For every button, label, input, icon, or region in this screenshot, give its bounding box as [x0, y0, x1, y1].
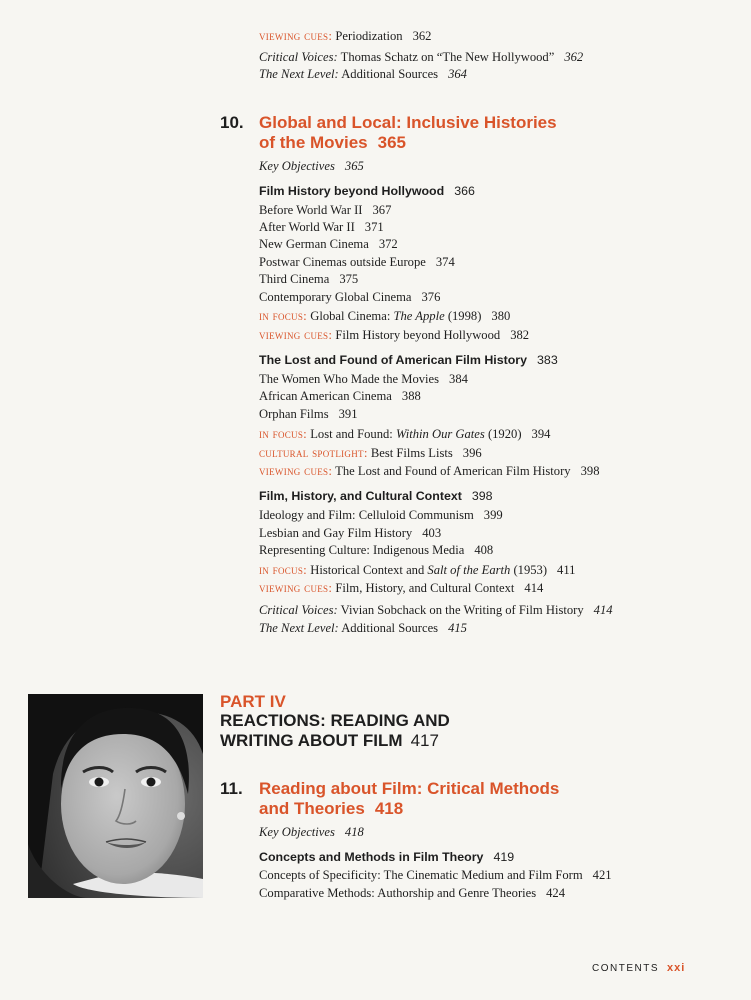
section-heading: Film, History, and Cultural Context 398 — [259, 489, 493, 503]
toc-item: The Women Who Made the Movies 384 — [259, 372, 468, 386]
toc-feature: viewing cues: The Lost and Found of American Film History 398 — [259, 463, 600, 478]
toc-item: New German Cinema 372 — [259, 237, 398, 251]
section-heading: Concepts and Methods in Film Theory 419 — [259, 850, 515, 864]
toc-next-level-415: The Next Level: Additional Sources 415 — [259, 621, 467, 635]
toc-item: Third Cinema 375 — [259, 272, 359, 286]
toc-item: Representing Culture: Indigenous Media 408 — [259, 543, 494, 557]
chapter-11-number: 11. — [220, 779, 243, 798]
page-footer: CONTENTS xxi — [592, 962, 686, 974]
toc-item: Postwar Cinemas outside Europe 374 — [259, 255, 455, 269]
toc-feature: in focus: Lost and Found: Within Our Gates (1920) 394 — [259, 426, 551, 441]
section-heading: The Lost and Found of American Film History 383 — [259, 353, 558, 367]
toc-feature-periodization: viewing cues: Periodization 362 — [259, 28, 432, 43]
toc-item: Orphan Films 391 — [259, 407, 358, 421]
chapter-10-title: Global and Local: Inclusive Histories of the Movies 365 — [259, 113, 557, 152]
chapter-11-key-objectives: Key Objectives 418 — [259, 825, 364, 839]
toc-item: Concepts of Specificity: The Cinematic Medium and Film Form 421 — [259, 868, 612, 882]
toc-item: Before World War II 367 — [259, 203, 392, 217]
toc-critical-voices-schatz: Critical Voices: Thomas Schatz on “The New Hollywood” 362 — [259, 50, 584, 64]
chapter-10-key-objectives: Key Objectives 365 — [259, 159, 364, 173]
toc-critical-voices-sobchack: Critical Voices: Vivian Sobchack on the Writing of Film History 414 — [259, 603, 613, 617]
toc-feature: viewing cues: Film History beyond Hollywood 382 — [259, 327, 530, 342]
toc-item: Comparative Methods: Authorship and Genre Theories 424 — [259, 886, 566, 900]
portrait-photo — [28, 694, 203, 898]
toc-item: Contemporary Global Cinema 376 — [259, 290, 441, 304]
part-4-title: REACTIONS: READING AND WRITING ABOUT FILM 417 — [220, 711, 450, 750]
chapter-11-title: Reading about Film: Critical Methods and Theories 418 — [259, 779, 560, 818]
toc-item: Lesbian and Gay Film History 403 — [259, 526, 442, 540]
toc-feature: viewing cues: Film, History, and Cultural Context 414 — [259, 580, 544, 595]
toc-feature: in focus: Global Cinema: The Apple (1998) 380 — [259, 308, 511, 323]
toc-feature: in focus: Historical Context and Salt of the Earth (1953) 411 — [259, 562, 576, 577]
chapter-10-number: 10. — [220, 113, 244, 132]
section-heading: Film History beyond Hollywood 366 — [259, 184, 475, 198]
toc-item: Ideology and Film: Celluloid Communism 399 — [259, 508, 503, 522]
toc-next-level-364: The Next Level: Additional Sources 364 — [259, 67, 467, 81]
toc-item: After World War II 371 — [259, 220, 384, 234]
toc-item: African American Cinema 388 — [259, 389, 421, 403]
part-4-label: PART IV — [220, 692, 286, 711]
toc-feature: cultural spotlight: Best Films Lists 396 — [259, 445, 482, 460]
page-number: xxi — [667, 962, 686, 974]
